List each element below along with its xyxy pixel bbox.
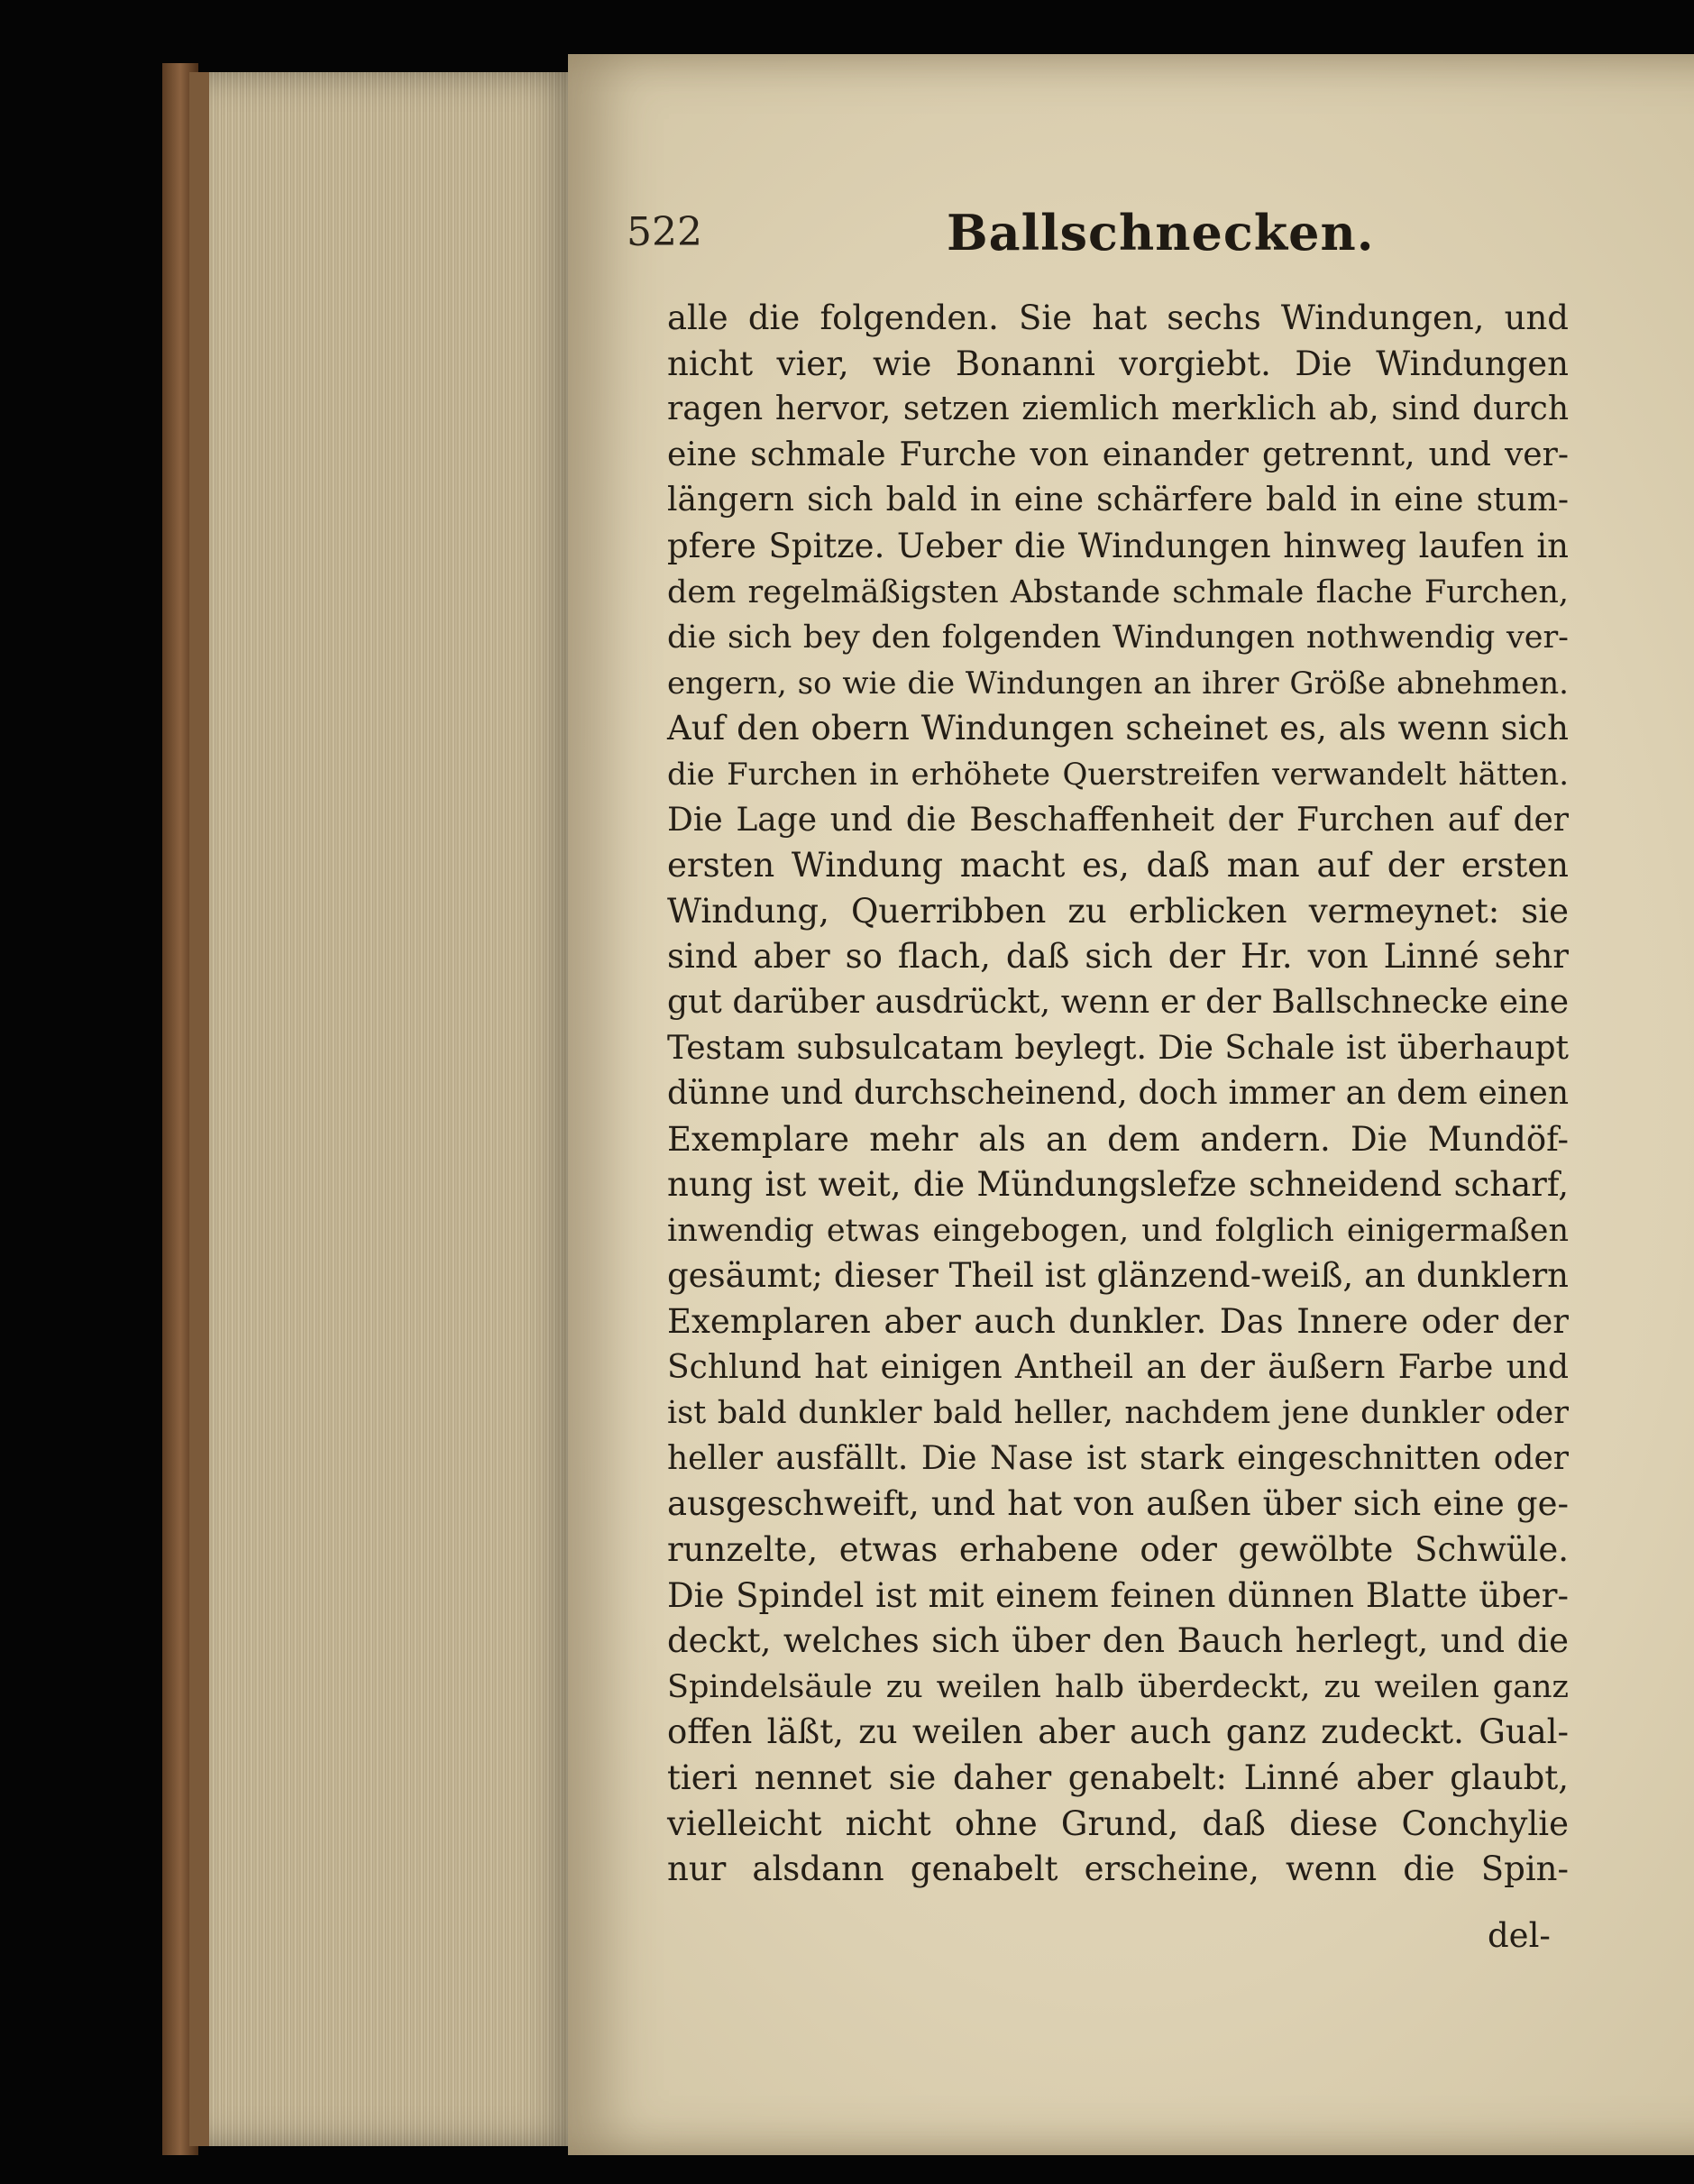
text-line: Exemplaren aber auch dunkler. Das Innere oder der xyxy=(667,1302,1569,1342)
text-line: Auf den obern Windungen scheinet es, als wenn sich xyxy=(667,709,1569,748)
running-title: Ballschnecken. xyxy=(947,204,1375,262)
text-line: Exemplare mehr als an dem andern. Die Mundöf- xyxy=(667,1119,1569,1159)
text-line: tieri nennet sie daher genabelt: Linné aber glaubt, xyxy=(667,1758,1569,1797)
text-line: nung ist weit, die Mündungslefze schneidend scharf, xyxy=(667,1165,1569,1205)
text-line: deckt, welches sich über den Bauch herlegt, und die xyxy=(667,1621,1569,1661)
text-line: die sich bey den folgenden Windungen nothwendig ver- xyxy=(667,619,1569,656)
text-line: ragen hervor, setzen ziemlich merklich ab, sind durch xyxy=(667,390,1569,428)
text-line: längern sich bald in eine schärfere bald in eine stum- xyxy=(667,482,1569,519)
text-line: runzelte, etwas erhabene oder gewölbte Schwüle. xyxy=(667,1530,1569,1570)
text-line: eine schmale Furche von einander getrennt, und ver- xyxy=(667,436,1569,473)
text-line: gut darüber ausdrückt, wenn er der Ballschnecke eine xyxy=(667,983,1569,1021)
text-line: ersten Windung macht es, daß man auf der ersten xyxy=(667,846,1569,886)
text-line: engern, so wie die Windungen an ihrer Größe abnehmen. xyxy=(667,665,1569,702)
text-line: ist bald dunkler bald heller, nachdem jene dunkler oder xyxy=(667,1395,1569,1432)
text-line: dem regelmäßigsten Abstande schmale flache Furchen, xyxy=(667,574,1569,610)
text-line: alle die folgenden. Sie hat sechs Windungen, und xyxy=(667,298,1569,337)
text-line: gesäumt; dieser Theil ist glänzend-weiß, an dunklern xyxy=(667,1256,1569,1296)
text-line: Die Lage und die Beschaffenheit der Furchen auf der xyxy=(667,801,1569,839)
text-line: sind aber so flach, daß sich der Hr. von Linné sehr xyxy=(667,937,1569,977)
text-line: Schlund hat einigen Antheil an der äußern Farbe und xyxy=(667,1348,1569,1386)
text-line: vielleicht nicht ohne Grund, daß diese Conchylie xyxy=(667,1803,1569,1843)
text-line: nur alsdann genabelt erscheine, wenn die Spin- xyxy=(667,1849,1569,1889)
catchword: del- xyxy=(1488,1916,1551,1955)
text-line: die Furchen in erhöhete Querstreifen verwandelt hätten. xyxy=(667,756,1569,793)
page-number: 522 xyxy=(627,209,702,255)
page-edges xyxy=(189,72,588,2146)
text-line: inwendig etwas eingebogen, und folglich einigermaßen xyxy=(667,1212,1569,1249)
text-line: Windung, Querribben zu erblicken vermeynet: sie xyxy=(667,891,1569,931)
text-line: ausgeschweift, und hat von außen über sich eine ge- xyxy=(667,1484,1569,1524)
page-header xyxy=(627,204,1573,272)
text-line: Testam subsulcatam beylegt. Die Schale ist überhaupt xyxy=(667,1029,1569,1067)
text-line: dünne und durchscheinend, doch immer an dem einen xyxy=(667,1075,1569,1113)
text-line: Die Spindel ist mit einem feinen dünnen Blatte über- xyxy=(667,1575,1569,1615)
text-line: pfere Spitze. Ueber die Windungen hinweg laufen in xyxy=(667,526,1569,565)
text-line: heller ausfällt. Die Nase ist stark eingeschnitten oder xyxy=(667,1439,1569,1477)
text-line: nicht vier, wie Bonanni vorgiebt. Die Windungen xyxy=(667,344,1569,383)
body-text xyxy=(667,296,1569,1893)
text-line: offen läßt, zu weilen aber auch ganz zudeckt. Gual- xyxy=(667,1712,1569,1752)
text-line: Spindelsäule zu weilen halb überdeckt, zu weilen ganz xyxy=(667,1668,1569,1705)
